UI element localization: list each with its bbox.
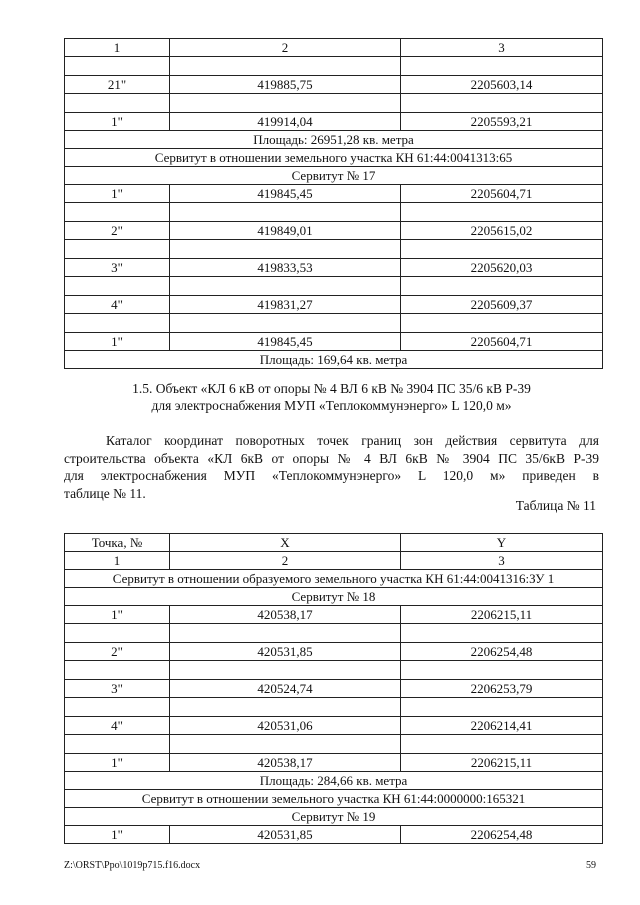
- empty-cell: [65, 57, 170, 76]
- summary-row: [65, 790, 603, 808]
- coordinate-row: [65, 185, 603, 203]
- summary-row: [65, 808, 603, 826]
- paragraph-line: Каталог координат поворотных точек границ зон действия сервитута для: [106, 433, 599, 448]
- empty-cell: [401, 661, 603, 680]
- catalog-paragraph: [64, 432, 599, 502]
- coordinate-row: [65, 76, 603, 94]
- x-coordinate-cell: 420531,06: [170, 717, 401, 735]
- spacer-row: [65, 203, 603, 222]
- summary-cell: Сервитут в отношении земельного участка КН 61:44:0041313:65: [65, 149, 603, 167]
- empty-cell: [401, 94, 603, 113]
- table-caption: Таблица № 11: [515, 498, 596, 513]
- empty-cell: [401, 203, 603, 222]
- coordinate-row: [65, 113, 603, 131]
- column-number-cell: 3: [401, 552, 603, 570]
- summary-cell: Сервитут № 19: [65, 808, 603, 826]
- x-coordinate-cell: 419849,01: [170, 222, 401, 240]
- coordinate-row: [65, 717, 603, 735]
- section-heading-line: 1.5. Объект «КЛ 6 кВ от опоры № 4 ВЛ 6 кВ № 3904 ПС 35/6 кВ Р-39: [132, 381, 531, 396]
- footer-file-path: Z:\ORST\Ppo\1019p715.f16.docx: [64, 860, 201, 871]
- empty-cell: [170, 735, 401, 754]
- summary-cell: Сервитут № 18: [65, 588, 603, 606]
- point-cell: 3": [65, 259, 170, 277]
- column-number-row: [65, 39, 603, 57]
- coordinate-row: [65, 296, 603, 314]
- paragraph-line: строительства объекта «КЛ 6кВ от опоры № 4 ВЛ 6кВ № 3904 ПС 35/6кВ Р-39: [64, 450, 599, 466]
- empty-cell: [401, 240, 603, 259]
- spacer-row: [65, 624, 603, 643]
- summary-cell: Сервитут в отношении образуемого земельного участка КН 61:44:0041316:ЗУ 1: [65, 570, 603, 588]
- spacer-row: [65, 314, 603, 333]
- point-cell: 3": [65, 680, 170, 698]
- empty-cell: [65, 203, 170, 222]
- point-cell: 1": [65, 333, 170, 351]
- paragraph-line: для электроснабжения МУП «Теплокоммунэнерго» L 120,0 м» приведен в: [64, 468, 599, 483]
- empty-cell: [170, 94, 401, 113]
- empty-cell: [65, 661, 170, 680]
- summary-cell: Сервитут № 17: [65, 167, 603, 185]
- y-coordinate-cell: 2205609,37: [401, 296, 603, 314]
- y-coordinate-cell: 2206214,41: [401, 717, 603, 735]
- empty-cell: [170, 240, 401, 259]
- point-cell: 4": [65, 717, 170, 735]
- x-coordinate-cell: 419914,04: [170, 113, 401, 131]
- spacer-row: [65, 94, 603, 113]
- column-number-cell: 2: [170, 39, 401, 57]
- empty-cell: [170, 277, 401, 296]
- empty-cell: [170, 314, 401, 333]
- y-coordinate-cell: 2206253,79: [401, 680, 603, 698]
- x-coordinate-cell: 420531,85: [170, 826, 401, 844]
- empty-cell: [170, 624, 401, 643]
- y-coordinate-cell: 2205620,03: [401, 259, 603, 277]
- spacer-row: [65, 277, 603, 296]
- section-heading: [64, 380, 599, 414]
- column-header-row: [65, 534, 603, 552]
- empty-cell: [65, 314, 170, 333]
- empty-cell: [65, 94, 170, 113]
- x-coordinate-cell: 419833,53: [170, 259, 401, 277]
- y-coordinate-cell: 2206215,11: [401, 606, 603, 624]
- summary-row: [65, 149, 603, 167]
- empty-cell: [65, 277, 170, 296]
- coordinates-table-11: [64, 533, 603, 844]
- y-coordinate-cell: 2206215,11: [401, 754, 603, 772]
- spacer-row: [65, 240, 603, 259]
- x-coordinate-cell: 420538,17: [170, 754, 401, 772]
- x-coordinate-cell: 419885,75: [170, 76, 401, 94]
- summary-row: [65, 351, 603, 369]
- empty-cell: [170, 661, 401, 680]
- x-coordinate-cell: 420524,74: [170, 680, 401, 698]
- spacer-row: [65, 698, 603, 717]
- coordinate-row: [65, 333, 603, 351]
- section-heading-line: для электроснабжения МУП «Теплокоммунэнерго» L 120,0 м»: [151, 398, 512, 413]
- coordinate-row: [65, 222, 603, 240]
- empty-cell: [65, 735, 170, 754]
- empty-cell: [65, 240, 170, 259]
- coordinate-row: [65, 606, 603, 624]
- empty-cell: [401, 624, 603, 643]
- empty-cell: [401, 314, 603, 333]
- x-coordinate-cell: 420538,17: [170, 606, 401, 624]
- x-coordinate-cell: 419845,45: [170, 333, 401, 351]
- y-coordinate-cell: 2205593,21: [401, 113, 603, 131]
- coordinate-row: [65, 643, 603, 661]
- y-coordinate-cell: 2205615,02: [401, 222, 603, 240]
- summary-cell: Площадь: 284,66 кв. метра: [65, 772, 603, 790]
- point-cell: 1": [65, 185, 170, 203]
- y-coordinate-cell: 2206254,48: [401, 826, 603, 844]
- point-cell: 1": [65, 754, 170, 772]
- point-cell: 2": [65, 222, 170, 240]
- empty-cell: [65, 698, 170, 717]
- empty-cell: [170, 698, 401, 717]
- x-coordinate-cell: 419831,27: [170, 296, 401, 314]
- x-coordinate-cell: 420531,85: [170, 643, 401, 661]
- empty-cell: [401, 698, 603, 717]
- coordinate-row: [65, 754, 603, 772]
- point-cell: 1": [65, 113, 170, 131]
- summary-cell: Площадь: 26951,28 кв. метра: [65, 131, 603, 149]
- empty-cell: [401, 735, 603, 754]
- summary-row: [65, 131, 603, 149]
- summary-cell: Площадь: 169,64 кв. метра: [65, 351, 603, 369]
- y-coordinate-cell: 2205604,71: [401, 333, 603, 351]
- summary-row: [65, 588, 603, 606]
- coordinate-row: [65, 826, 603, 844]
- summary-cell: Сервитут в отношении земельного участка КН 61:44:0000000:165321: [65, 790, 603, 808]
- x-coordinate-cell: 419845,45: [170, 185, 401, 203]
- spacer-row: [65, 57, 603, 76]
- coordinate-row: [65, 259, 603, 277]
- column-header-y: Y: [401, 534, 603, 552]
- column-number-cell: 3: [401, 39, 603, 57]
- y-coordinate-cell: 2205603,14: [401, 76, 603, 94]
- point-cell: 4": [65, 296, 170, 314]
- y-coordinate-cell: 2206254,48: [401, 643, 603, 661]
- empty-cell: [401, 277, 603, 296]
- column-number-cell: 2: [170, 552, 401, 570]
- column-number-row: [65, 552, 603, 570]
- y-coordinate-cell: 2205604,71: [401, 185, 603, 203]
- summary-row: [65, 772, 603, 790]
- empty-cell: [170, 57, 401, 76]
- spacer-row: [65, 661, 603, 680]
- page-number: 59: [586, 860, 596, 871]
- empty-cell: [401, 57, 603, 76]
- empty-cell: [170, 203, 401, 222]
- column-number-cell: 1: [65, 39, 170, 57]
- paragraph-line: таблице № 11.: [64, 485, 146, 501]
- empty-cell: [65, 624, 170, 643]
- point-cell: 1": [65, 606, 170, 624]
- point-cell: 1": [65, 826, 170, 844]
- summary-row: [65, 167, 603, 185]
- summary-row: [65, 570, 603, 588]
- column-header-x: X: [170, 534, 401, 552]
- coordinate-row: [65, 680, 603, 698]
- point-cell: 21": [65, 76, 170, 94]
- column-header-point: Точка, №: [65, 534, 170, 552]
- coordinates-table-continued: [64, 38, 603, 369]
- point-cell: 2": [65, 643, 170, 661]
- spacer-row: [65, 735, 603, 754]
- column-number-cell: 1: [65, 552, 170, 570]
